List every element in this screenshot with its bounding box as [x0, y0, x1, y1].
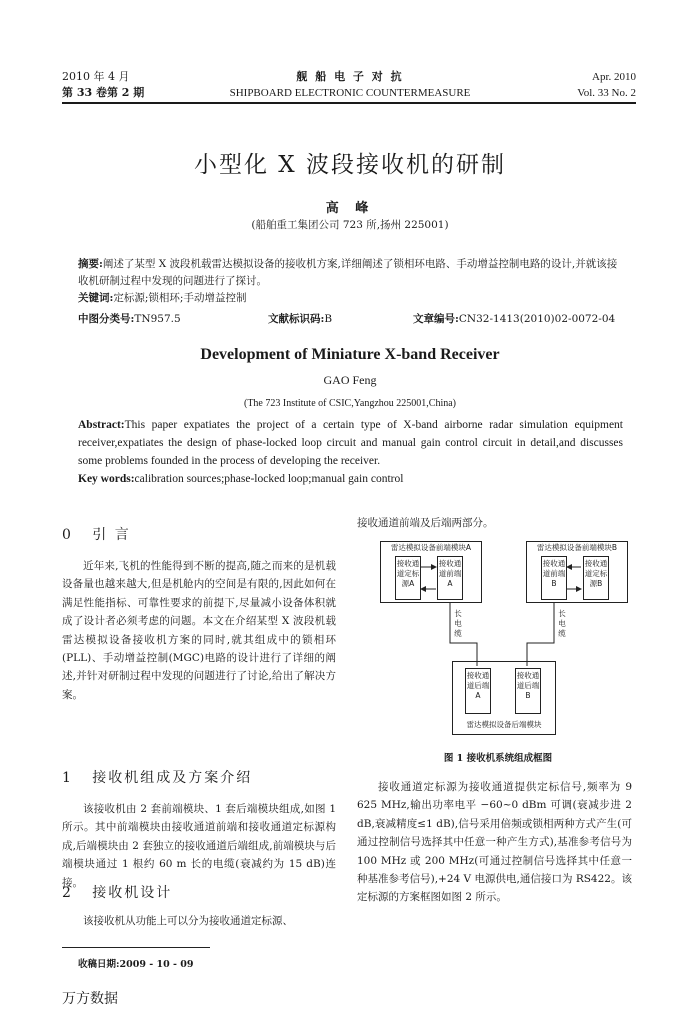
cable-label-a: 长电缆	[454, 609, 462, 638]
section-2-title: 接收机设计	[92, 885, 173, 901]
doc-value: B	[324, 313, 333, 325]
keywords-cn-text: 定标源;锁相环;手动增益控制	[113, 292, 247, 304]
received-date: 收稿日期:2009 - 10 - 09	[78, 959, 194, 970]
clc-value: TN957.5	[134, 313, 181, 325]
article-value: CN32-1413(2010)02-0072-04	[458, 313, 616, 325]
back-channel-a-label: 接收通道后端A	[466, 671, 490, 700]
back-module-title: 雷达模拟设备后端模块	[466, 720, 542, 729]
figure-1-caption: 图 1 接收机系统组成框图	[443, 753, 553, 764]
footer-watermark: 万方数据	[62, 991, 118, 1007]
article-number	[413, 311, 615, 326]
header-journal-cn: 舰 船 电 子 对 抗	[296, 70, 404, 83]
clc-label: 中图分类号:	[78, 313, 135, 325]
section-0-paragraph: 近年来,飞机的性能得到不断的提高,随之而来的是机载设备量也越来越大,但是机舱内的空间是有限的,因此如何在满足性能指标、可靠性要求的前提下,尽量减小设备体积就成了设计者必须考虑的问题。本文在介绍某型 X 波段机载雷达模拟设备接收机方案的同时,就其组成中的锁相环(PLL)、手动增益控制(MGC)电路的设计进行了详细的阐述,并针对研制过程中发现的问题进行了讨论,给出了解决方案。	[62, 560, 336, 701]
doc-code	[268, 311, 332, 326]
header-journal-en: SHIPBOARD ELECTRONIC COUNTERMEASURE	[229, 87, 471, 99]
right-column-intro: 接收通道前端及后端两部分。	[357, 517, 494, 529]
section-1-paragraph: 该接收机由 2 套前端模块、1 套后端模块组成,如图 1 所示。其中前端模块由接收通道前端和接收通道定标源构成,后端模块由 2 套独立的接收通道后端组成,前端模块与后端模块通过 1 根约 60 m 长的电缆(衰减约为 15 dB)连接。	[62, 803, 336, 889]
abstract-cn-label: 摘要:	[78, 258, 103, 270]
figure-1-diagram	[380, 541, 628, 736]
clc-number	[78, 311, 181, 326]
front-channel-b-label: 接收通道前端B	[542, 559, 566, 588]
front-channel-a-label: 接收通道前端A	[438, 559, 462, 588]
cal-source-a-label: 接收通道定标源A	[396, 559, 420, 588]
header-volume-cn: 第 33 卷第 2 期	[62, 86, 145, 99]
front-module-b-title: 雷达模拟设备前端模块B	[536, 543, 618, 552]
keywords-cn-label: 关键词:	[78, 292, 114, 304]
abstract-cn-text: 阐述了某型 X 波段机载雷达模拟设备的接收机方案,详细阐述了锁相环电路、手动增益控制电路的设计,并就该接收机研制过程中发现的问题进行了探讨。	[78, 258, 618, 287]
section-0-title: 引 言	[92, 527, 131, 543]
paper-title-en: Development of Miniature X-band Receiver	[200, 346, 500, 363]
keywords-en-label: Key words:	[78, 473, 135, 485]
abstract-en-label: Abstract:	[78, 419, 125, 431]
affiliation-en: (The 723 Institute of CSIC,Yangzhou 225001,China)	[243, 398, 457, 409]
author-cn: 高 峰	[325, 201, 375, 216]
back-channel-b-label: 接收通道后端B	[516, 671, 540, 700]
cal-source-b-label: 接收通道定标源B	[584, 559, 608, 588]
right-column-paragraph: 接收通道定标源为接收通道提供定标信号,频率为 9 625 MHz,输出功率电平 −60~0 dBm 可调(衰减步进 2 dB,衰减精度≤1 dB),信号采用倍频或锁相两种方式产生(可通过控制信号选择其中任意一种产生方式),基准参考信号为 100 MHz 或 200 MHz(可通过控制信号选择其中任意一种基准参考信号),+24 V 电源供电,通信接口为 RS422。该定标源的方案框图如图 2 所示。	[357, 781, 632, 904]
paper-title-cn: 小型化 X 波段接收机的研制	[194, 152, 506, 178]
header-rule	[62, 102, 636, 104]
section-0-number: 0	[62, 527, 73, 543]
affiliation-cn: (船舶重工集团公司 723 所,扬州 225001)	[251, 219, 449, 231]
author-en: GAO Feng	[323, 373, 377, 387]
section-1-title: 接收机组成及方案介绍	[92, 770, 253, 786]
cable-label-b: 长电缆	[558, 609, 566, 638]
keywords-en-text: calibration sources;phase-locked loop;manual gain control	[134, 473, 404, 485]
header-date-cn: 2010 年 4 月	[62, 70, 130, 83]
abstract-en	[78, 416, 623, 488]
abstract-en-text: This paper expatiates the project of a certain type of X-band airborne radar simulation equipment receiver,expatiates the design of phase-locked loop circuit and manual gain control circuit in detail,and discusses some problems founded in the process of developing the receiver.	[78, 419, 623, 467]
article-label: 文章编号:	[413, 313, 459, 325]
doc-label: 文献标识码:	[268, 313, 325, 325]
abstract-cn	[78, 256, 623, 307]
section-2-number: 2	[62, 885, 73, 901]
section-0-heading	[62, 524, 131, 544]
section-2-paragraph: 该接收机从功能上可以分为接收通道定标源、	[83, 915, 293, 927]
front-module-a-title: 雷达模拟设备前端模块A	[390, 543, 472, 552]
figure-1-connectors	[380, 541, 628, 736]
section-2-heading	[62, 882, 172, 902]
cable-line-b	[527, 603, 554, 666]
header-volume-en: Vol. 33 No. 2	[577, 87, 636, 99]
section-1-heading	[62, 767, 252, 787]
header-date-en: Apr. 2010	[592, 71, 636, 83]
section-1-number: 1	[62, 770, 73, 786]
footnote-rule	[62, 947, 210, 948]
